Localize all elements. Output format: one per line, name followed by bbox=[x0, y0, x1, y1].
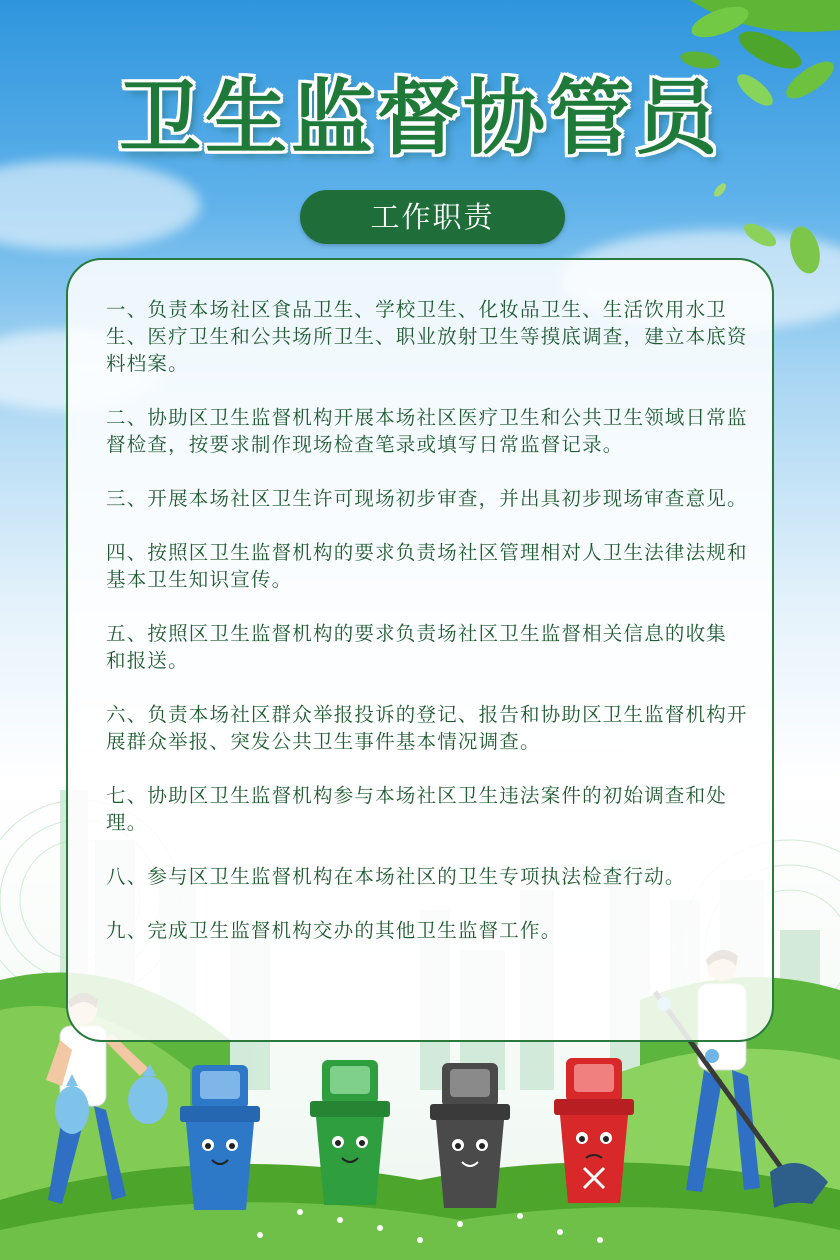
duty-item: 七、协助区卫生监督机构参与本场社区卫生违法案件的初始调查和处理。 bbox=[106, 784, 728, 834]
subtitle-badge: 工作职责 bbox=[300, 190, 565, 244]
duty-item: 四、按照区卫生监督机构的要求负责场社区管理相对人卫生法律法规和基本卫生知识宣传。 bbox=[106, 541, 748, 591]
duty-item: 一、负责本场社区食品卫生、学校卫生、化妆品卫生、生活饮用水卫生、医疗卫生和公共场所卫生、职业放射卫生等摸底调查，建立本底资料档案。 bbox=[106, 298, 748, 375]
duty-item: 五、按照区卫生监督机构的要求负责场社区卫生监督相关信息的收集 和报送。 bbox=[106, 622, 728, 672]
duty-item: 八、参与区卫生监督机构在本场社区的卫生专项执法检查行动。 bbox=[106, 865, 686, 888]
duty-item: 六、负责本场社区群众举报投诉的登记、报告和协助区卫生监督机构开展群众举报、突发公共卫生事件基本情况调查。 bbox=[106, 703, 748, 753]
duties-list bbox=[106, 296, 756, 971]
duty-item: 二、协助区卫生监督机构开展本场社区医疗卫生和公共卫生领域日常监督检查，按要求制作现场检查笔录或填写日常监督记录。 bbox=[106, 406, 748, 456]
cloud bbox=[0, 160, 200, 250]
page-title: 卫生监督协管员 bbox=[118, 71, 721, 166]
duty-item: 三、开展本场社区卫生许可现场初步审查，并出具初步现场审查意见。 bbox=[106, 487, 748, 510]
duty-item: 九、完成卫生监督机构交办的其他卫生监督工作。 bbox=[106, 919, 562, 942]
